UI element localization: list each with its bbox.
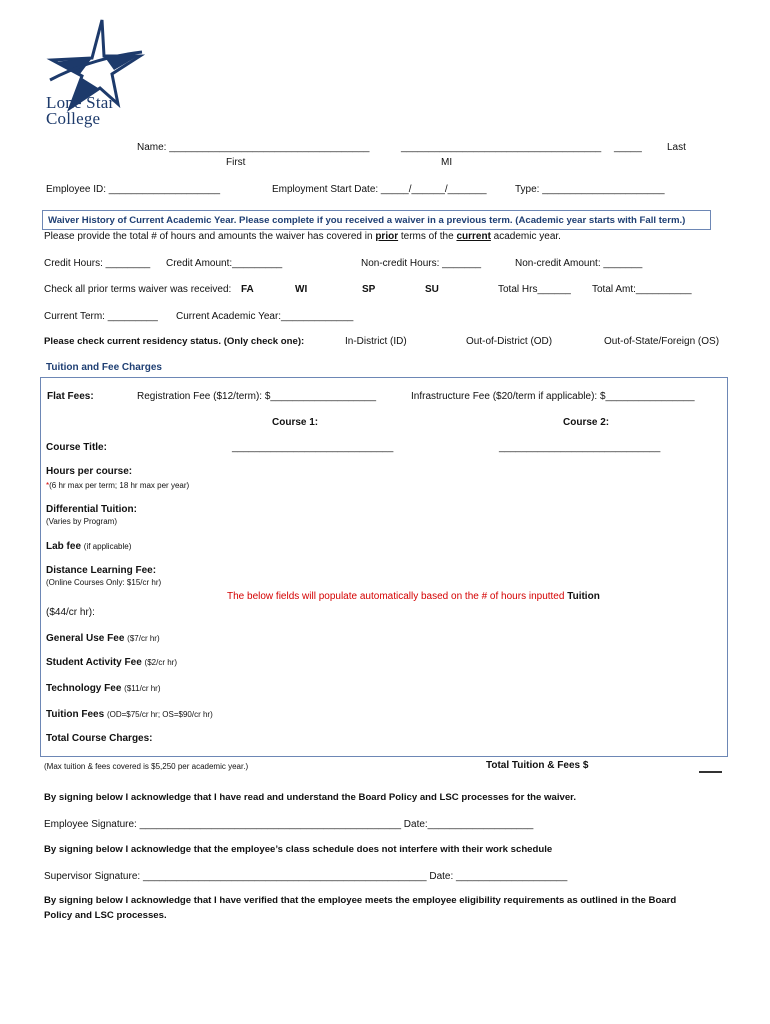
term-checkbox-sp[interactable]: SP [362,284,376,295]
acknowledgement-3-line-2: Policy and LSC processes. [44,910,167,921]
auto-populate-note: The below fields will populate automatically based on the # of hours inputted Tuition [227,591,600,602]
noncredit-amount-field[interactable]: Non-credit Amount: _______ [515,258,643,269]
distance-learning-label: Distance Learning Fee: [46,565,157,576]
hours-per-course-label: Hours per course: [46,466,133,477]
distance-learning-note: (Online Courses Only: $15/cr hr) [46,578,162,587]
lab-fee-label: Lab fee (if applicable) [46,541,132,552]
acknowledgement-1: By signing below I acknowledge that I have read and understand the Board Policy and LSC processes for the waiver. [44,792,577,803]
waiver-instructions: Please provide the total # of hours and amounts the waiver has covered in prior terms of the current academic year. [44,231,561,242]
first-label: First [226,157,246,168]
flat-fees-label: Flat Fees: [47,391,94,402]
current-academic-year-field[interactable]: Current Academic Year:_____________ [176,311,354,322]
residency-option-out-of-district[interactable]: Out-of-District (OD) [466,336,553,347]
current-term-field[interactable]: Current Term: _________ [44,311,158,322]
max-coverage-note: (Max tuition & fees covered is $5,250 per academic year.) [44,762,249,771]
name-field[interactable]: Name: ____________________________________ [137,142,370,153]
logo-line2: College [46,109,101,128]
registration-fee-field[interactable]: Registration Fee ($12/term): $___________________ [137,391,377,402]
course-1-title-field[interactable]: _____________________________ [232,442,394,453]
total-tuition-fees-label: Total Tuition & Fees $ [486,760,589,771]
differential-note: (Varies by Program) [46,517,117,526]
check-prior-terms-label: Check all prior terms waiver was received: [44,284,232,295]
total-course-charges-label: Total Course Charges: [46,733,153,744]
last-label: Last [667,142,686,153]
hours-note: *(6 hr max per term; 18 hr max per year) [46,481,190,490]
residency-option-in-district[interactable]: In-District (ID) [345,336,407,347]
term-checkbox-su[interactable]: SU [425,284,439,295]
tuition-rate-label: ($44/cr hr): [46,607,95,618]
employee-signature-field[interactable]: Employee Signature: _______________________________________________ Date:___________________ [44,819,534,830]
residency-label: Please check current residency status. (Only check one): [44,336,305,347]
general-use-fee-label: General Use Fee ($7/cr hr) [46,633,160,644]
course-2-title-field[interactable]: _____________________________ [499,442,661,453]
credit-amount-field[interactable]: Credit Amount:_________ [166,258,283,269]
course-title-label: Course Title: [46,442,107,453]
student-activity-fee-label: Student Activity Fee ($2/cr hr) [46,657,177,668]
waiver-history-title: Waiver History of Current Academic Year. Please complete if you received a waiver in a previous term. (Academic year starts with Fall term.) [48,215,686,226]
differential-tuition-label: Differential Tuition: [46,504,137,515]
tuition-section-title: Tuition and Fee Charges [46,362,162,373]
acknowledgement-3-line-1: By signing below I acknowledge that I have verified that the employee meets the employee eligibility requirements as outlined in the Board [44,895,677,906]
technology-fee-label: Technology Fee ($11/cr hr) [46,683,161,694]
total-amount-field[interactable]: Total Amt:__________ [592,284,692,295]
residency-option-out-of-state[interactable]: Out-of-State/Foreign (OS) [604,336,720,347]
term-checkbox-fa[interactable]: FA [241,284,254,295]
type-field[interactable]: Type: ______________________ [515,184,665,195]
logo-line1: Lone Star [46,93,115,112]
acknowledgement-2: By signing below I acknowledge that the employee’s class schedule does not interfere with their work schedule [44,844,553,855]
noncredit-hours-field[interactable]: Non-credit Hours: _______ [361,258,482,269]
total-hours-field[interactable]: Total Hrs______ [498,284,571,295]
supervisor-signature-field[interactable]: Supervisor Signature: ___________________________________________________ Date: ____________________ [44,871,568,882]
middle-name-blank[interactable]: ____________________________________ [401,142,602,153]
course-2-header: Course 2: [563,417,610,428]
term-checkbox-wi[interactable]: WI [295,284,308,295]
mi-label: MI [441,157,453,168]
credit-hours-field[interactable]: Credit Hours: ________ [44,258,151,269]
employment-start-date-field[interactable]: Employment Start Date: _____/______/_______ [272,184,487,195]
last-name-blank[interactable]: _____ [614,142,642,153]
total-tuition-fees-line[interactable] [699,771,722,773]
tuition-fees-label: Tuition Fees (OD=$75/cr hr; OS=$90/cr hr) [46,709,213,720]
employee-id-field[interactable]: Employee ID: ____________________ [46,184,221,195]
course-1-header: Course 1: [272,417,319,428]
infrastructure-fee-field[interactable]: Infrastructure Fee ($20/term if applicable): $________________ [411,391,695,402]
